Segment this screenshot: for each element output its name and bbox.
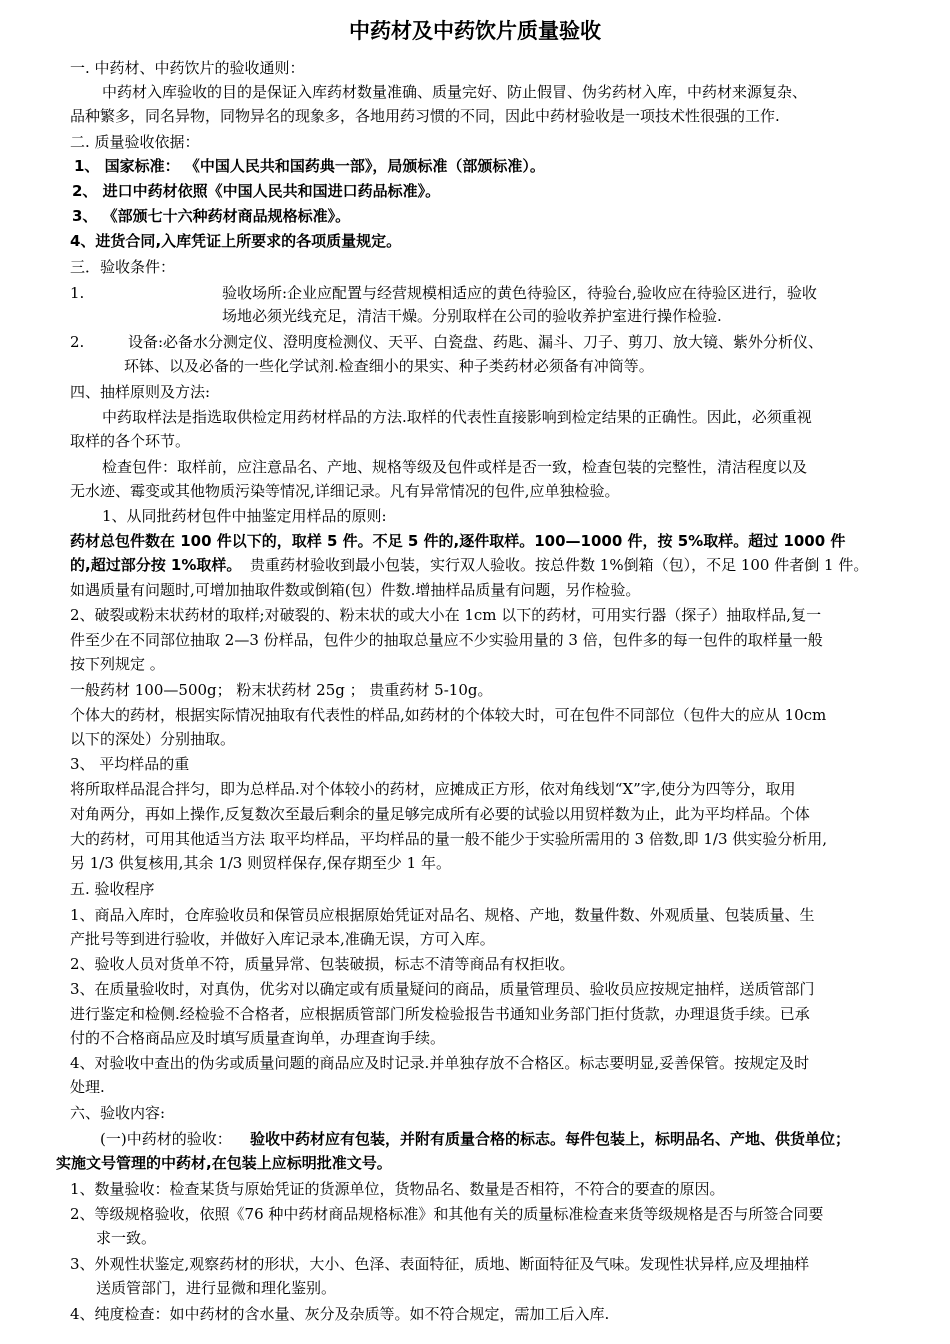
text-line: 三．验收条件： [70,258,176,276]
text-line: 1、从同批药材包件中抽鉴定用样品的原则: [102,507,387,525]
text-line: 一般药材 100—500g； 粉末状药材 25g ； 贵重药材 5-10g。 [70,681,493,699]
text-line: 中药材入库验收的目的是保证入库药材数量准确、质量完好、防止假冒、伪劣药材入库，中药材来源复杂、 [102,83,808,101]
text-line: 贵重药材验收到最小包装，实行双人验收。按总件数 1%倒箱（包），不足 100 件者倒 1 件。 [250,556,869,574]
text-line: 3、在质量验收时，对真伪，优劣对以确定或有质量疑问的商品，质量管理员、验收员应按规定抽样，送质管部门 [70,980,815,998]
text-line: 个体大的药材，根据实际情况抽取有代表性的样品,如药材的个体较大时，可在包件不同部位（包件大的应从 10cm [70,706,827,724]
text-line: 药材总包件数在 100 件以下的，取样 5 件。不足 5 件的,逐件取样。100—1000 件，按 5%取样。超过 1000 件 [70,532,846,550]
text-line: 3、外观性状鉴定,观察药材的形状，大小、色泽、表面特征，质地、断面特征及气味。发现性状异样,应及埋抽样 [70,1255,810,1273]
text-line: 2. [70,333,85,351]
text-line: 付的不合格商品应及时填写质量查询单，办理查询手续。 [70,1029,446,1047]
text-line: 将所取样品混合拌匀，即为总样品.对个体较小的药材，应摊成正方形，依对角线划“X”字,使分为四等分，取用 [70,780,796,798]
text-line: 1. [70,284,85,302]
text-line: 设备:必备水分测定仪、澄明度检测仪、天平、白瓷盘、药匙、漏斗、刀子、剪刀、放大镜、紫外分析仪、 [128,333,824,351]
text-line: (一)中药材的验收： [100,1130,232,1148]
text-line: 六、验收内容: [70,1104,166,1122]
text-line: 如遇质量有问题时,可增加抽取件数或倒箱(包）件数.增抽样品质量有问题，另作检验。 [70,581,641,599]
text-line: 2、等级规格验收，依照《76 种中药材商品规格标准》和其他有关的质量标准检查来货等级规格是否与所签合同要 [70,1205,824,1223]
text-line: 1、数量验收：检查某货与原始凭证的货源单位，货物品名、数量是否相符，不符合的要查的原因。 [70,1180,725,1198]
text-line: 无水迹、霉变或其他物质污染等情况,详细记录。凡有异常情况的包件,应单独检验。 [70,482,620,500]
text-line: 一. 中药材、中药饮片的验收通则： [70,59,305,77]
text-line: 按下列规定 。 [70,655,165,673]
text-line: 1、商品入库时，仓库验收员和保管员应根据原始凭证对品名、规格、产地，数量件数、外观质量、包装质量、生 [70,906,815,924]
text-line: 场地必须光线充足，清洁干燥。分别取样在公司的验收养护室进行操作检验. [222,307,722,325]
text-line: 四、抽样原则及方法: [70,383,211,401]
text-line: 以下的深处）分别抽取。 [70,730,236,748]
text-line: 2、破裂或粉末状药材的取样;对破裂的、粉末状的或大小在 1cm 以下的药材，可用实行器（探子）抽取样品,复一 [70,606,822,624]
text-line: 2、 进口中药材依照《中国人民共和国进口药品标准》。 [72,182,441,200]
text-line: 4、纯度检查：如中药材的含水量、灰分及杂质等。如不符合规定，需加工后入库. [70,1305,610,1323]
text-line: 3、 平均样品的重 [70,755,190,773]
text-line: 二. 质量验收依据： [70,133,200,151]
text-line: 验收场所:企业应配置与经营规模相适应的黄色待验区，待验台,验收应在待验区进行，验收 [222,284,817,302]
text-line: 处理. [70,1078,105,1096]
text-line: 验收中药材应有包装，并附有质量合格的标志。每件包装上，标明品名、产地、供货单位； [250,1130,851,1148]
text-line: 进行鉴定和检侧.经检验不合格者，应根据质管部门所发检验报告书通知业务部门拒付货款，办理退货手续。已承 [70,1005,810,1023]
text-line: 另 1/3 供复核用,其余 1/3 则贸样保存,保存期至少 1 年。 [70,854,451,872]
text-line: 五. 验收程序 [70,880,155,898]
document-title: 中药材及中药饮片质量验收 [349,19,601,43]
text-line: 中药取样法是指选取供检定用药材样品的方法.取样的代表性直接影响到检定结果的正确性。因此，必须重视 [102,408,812,426]
text-line: 4、对验收中查出的伪劣或质量问题的商品应及时记录.并单独存放不合格区。标志要明显,妥善保管。按规定及时 [70,1054,810,1072]
text-line: 产批号等到进行验收，并做好入库记录本,准确无误，方可入库。 [70,930,495,948]
text-line: 实施文号管理的中药材,在包装上应标明批准文号。 [56,1154,392,1172]
text-line: 大的药材，可用其他适当方法 取平均样品，平均样品的量一般不能少于实验所需用的 3 倍数,即 1/3 供实验分析用, [70,830,828,848]
text-line: 环钵、以及必备的一些化学试剂.检查细小的果实、种子类药材必须备有冲筒等。 [124,357,654,375]
text-line: 取样的各个环节。 [70,432,191,450]
text-line: 3、 《部颁七十六种药材商品规格标准》。 [72,207,351,225]
text-line: 检查包件：取样前，应注意品名、产地、规格等级及包件或样是否一致，检查包装的完整性，清洁程度以及 [102,458,808,476]
text-line: 2、验收人员对货单不符，质量异常、包装破损，标志不清等商品有权拒收。 [70,955,575,973]
text-line: 4、进货合同,入库凭证上所要求的各项质量规定。 [70,232,402,250]
text-line: 件至少在不同部位抽取 2—3 份样品，包件少的抽取总量应不少实验用量的 3 倍，包件多的每一包件的取样量一般 [70,631,823,649]
text-line: 1、 国家标准： 《中国人民共和国药典一部》，局颁标准（部颁标准）。 [74,157,545,175]
text-line: 对角两分，再如上操作,反复数次至最后剩余的量足够完成所有必要的试验以用贸样数为止，此为平均样品。个体 [70,805,810,823]
text-line: 品种繁多，同名异物，同物异名的现象多，各地用药习惯的不同，因此中药材验收是一项技术性很强的工作. [70,107,780,125]
text-line: 的,超过部分按 1%取样。 [70,556,242,574]
text-line: 送质管部门，进行显微和理化鉴别。 [96,1279,337,1297]
text-line: 求一致。 [96,1229,157,1247]
